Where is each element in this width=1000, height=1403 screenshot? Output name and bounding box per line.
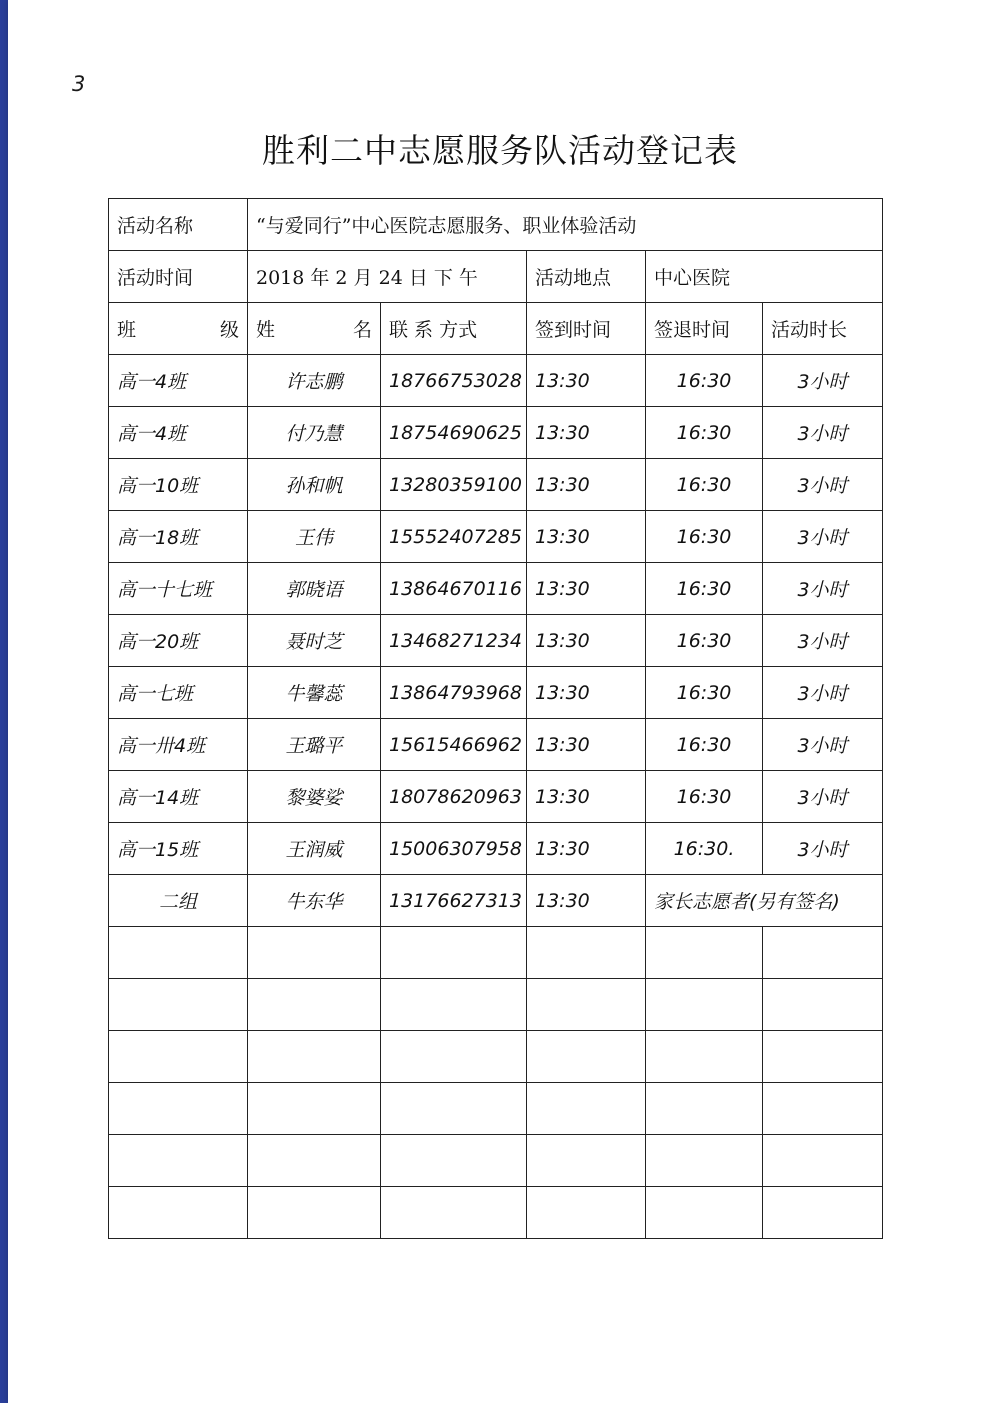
table-row	[109, 667, 883, 719]
row-sign-out: 16:30	[646, 407, 763, 459]
row-name: 王润威	[248, 823, 381, 875]
empty-cell	[646, 1083, 763, 1135]
activity-time-row	[109, 251, 883, 303]
table-row	[109, 511, 883, 563]
empty-cell	[109, 1187, 248, 1239]
row-duration: 3小时	[763, 771, 883, 823]
empty-cell	[381, 1031, 527, 1083]
row-sign-out: 16:30	[646, 667, 763, 719]
row-phone: 18078620963	[381, 771, 527, 823]
parent-volunteer-note: 家长志愿者(另有签名)	[646, 875, 883, 927]
row-phone: 15552407285	[381, 511, 527, 563]
row-sign-in: 13:30	[527, 563, 646, 615]
header-name	[248, 303, 381, 355]
row-name: 黎婆娑	[248, 771, 381, 823]
location-value: 中心医院	[646, 251, 883, 303]
row-class: 高一4班	[109, 407, 248, 459]
row-name: 许志鹏	[248, 355, 381, 407]
form-title: 胜利二中志愿服务队活动登记表	[262, 131, 738, 170]
header-name-char-1: 姓	[256, 319, 276, 341]
location-label: 活动地点	[527, 251, 646, 303]
row-sign-in: 13:30	[527, 875, 646, 927]
row-sign-out: 16:30	[646, 511, 763, 563]
empty-cell	[248, 1135, 381, 1187]
empty-cell	[109, 1135, 248, 1187]
empty-cell	[109, 1031, 248, 1083]
row-duration: 3小时	[763, 615, 883, 667]
empty-cell	[527, 979, 646, 1031]
table-row	[109, 615, 883, 667]
row-sign-in: 13:30	[527, 511, 646, 563]
row-sign-in: 13:30	[527, 459, 646, 511]
empty-row	[109, 1083, 883, 1135]
empty-cell	[763, 1031, 883, 1083]
row-name: 牛馨蕊	[248, 667, 381, 719]
header-sign-out: 签退时间	[646, 303, 763, 355]
row-duration: 3小时	[763, 719, 883, 771]
row-duration: 3小时	[763, 823, 883, 875]
empty-cell	[381, 927, 527, 979]
empty-cell	[527, 1187, 646, 1239]
empty-cell	[527, 1083, 646, 1135]
header-name-char-2: 名	[352, 319, 372, 341]
row-sign-in: 13:30	[527, 615, 646, 667]
header-sign-in: 签到时间	[527, 303, 646, 355]
empty-cell	[527, 1135, 646, 1187]
row-duration: 3小时	[763, 355, 883, 407]
activity-name-value: “与爱同行”中心医院志愿服务、职业体验活动	[248, 199, 883, 251]
row-class: 高一20班	[109, 615, 248, 667]
empty-cell	[763, 1135, 883, 1187]
empty-row	[109, 1187, 883, 1239]
empty-cell	[381, 979, 527, 1031]
row-class: 高一14班	[109, 771, 248, 823]
empty-cell	[248, 1031, 381, 1083]
row-phone: 15615466962	[381, 719, 527, 771]
activity-name-row	[109, 199, 883, 251]
header-contact: 联 系 方式	[381, 303, 527, 355]
row-phone: 13864793968	[381, 667, 527, 719]
table-row	[109, 459, 883, 511]
row-sign-in: 13:30	[527, 355, 646, 407]
row-class: 高一七班	[109, 667, 248, 719]
empty-cell	[763, 1187, 883, 1239]
row-phone: 15006307958	[381, 823, 527, 875]
table-row	[109, 771, 883, 823]
row-phone: 18766753028	[381, 355, 527, 407]
empty-cell	[763, 979, 883, 1031]
table-row	[109, 719, 883, 771]
empty-cell	[248, 1187, 381, 1239]
row-phone: 18754690625	[381, 407, 527, 459]
header-duration: 活动时长	[763, 303, 883, 355]
row-name: 王伟	[248, 511, 381, 563]
empty-cell	[381, 1187, 527, 1239]
table-row	[109, 823, 883, 875]
row-duration: 3小时	[763, 459, 883, 511]
row-phone: 13864670116	[381, 563, 527, 615]
empty-cell	[646, 1187, 763, 1239]
row-phone: 13280359100	[381, 459, 527, 511]
empty-row	[109, 927, 883, 979]
empty-cell	[248, 979, 381, 1031]
empty-cell	[109, 1083, 248, 1135]
header-class-char-1: 班	[117, 319, 137, 341]
table-row	[109, 407, 883, 459]
table-row	[109, 563, 883, 615]
row-duration: 3小时	[763, 511, 883, 563]
row-sign-out: 16:30	[646, 459, 763, 511]
row-phone: 13468271234	[381, 615, 527, 667]
row-sign-out: 16:30	[646, 719, 763, 771]
empty-cell	[109, 979, 248, 1031]
row-class: 高一卅4班	[109, 719, 248, 771]
row-class: 高一十七班	[109, 563, 248, 615]
parent-volunteer-row	[109, 875, 883, 927]
row-class: 高一18班	[109, 511, 248, 563]
row-sign-in: 13:30	[527, 823, 646, 875]
row-name: 王璐平	[248, 719, 381, 771]
row-duration: 3小时	[763, 667, 883, 719]
row-sign-in: 13:30	[527, 667, 646, 719]
row-class: 高一4班	[109, 355, 248, 407]
empty-cell	[248, 927, 381, 979]
empty-cell	[763, 927, 883, 979]
header-row	[109, 303, 883, 355]
row-phone: 13176627313	[381, 875, 527, 927]
empty-cell	[381, 1135, 527, 1187]
row-class: 高一10班	[109, 459, 248, 511]
row-class: 二组	[109, 875, 248, 927]
empty-row	[109, 1031, 883, 1083]
header-class	[109, 303, 248, 355]
row-sign-in: 13:30	[527, 771, 646, 823]
empty-cell	[646, 979, 763, 1031]
row-sign-in: 13:30	[527, 719, 646, 771]
row-name: 郭晓语	[248, 563, 381, 615]
page-number: 3	[72, 72, 86, 96]
row-name: 付乃慧	[248, 407, 381, 459]
row-sign-out: 16:30	[646, 771, 763, 823]
row-name: 牛东华	[248, 875, 381, 927]
row-sign-in: 13:30	[527, 407, 646, 459]
empty-cell	[763, 1083, 883, 1135]
row-duration: 3小时	[763, 563, 883, 615]
activity-time-label: 活动时间	[109, 251, 248, 303]
registration-table	[108, 198, 883, 1239]
row-duration: 3小时	[763, 407, 883, 459]
activity-time-value: 2018 年 2 月 24 日 下 午	[248, 251, 527, 303]
empty-cell	[527, 1031, 646, 1083]
empty-cell	[381, 1083, 527, 1135]
empty-cell	[109, 927, 248, 979]
empty-cell	[646, 1031, 763, 1083]
empty-cell	[646, 927, 763, 979]
row-sign-out: 16:30	[646, 563, 763, 615]
row-sign-out: 16:30	[646, 355, 763, 407]
empty-cell	[527, 927, 646, 979]
row-sign-out: 16:30	[646, 615, 763, 667]
row-sign-out: 16:30.	[646, 823, 763, 875]
header-class-char-2: 级	[219, 319, 239, 341]
empty-row	[109, 1135, 883, 1187]
empty-cell	[646, 1135, 763, 1187]
row-name: 聂时芝	[248, 615, 381, 667]
empty-cell	[248, 1083, 381, 1135]
row-name: 孙和帆	[248, 459, 381, 511]
empty-row	[109, 979, 883, 1031]
activity-name-label: 活动名称	[109, 199, 248, 251]
table-row	[109, 355, 883, 407]
row-class: 高一15班	[109, 823, 248, 875]
